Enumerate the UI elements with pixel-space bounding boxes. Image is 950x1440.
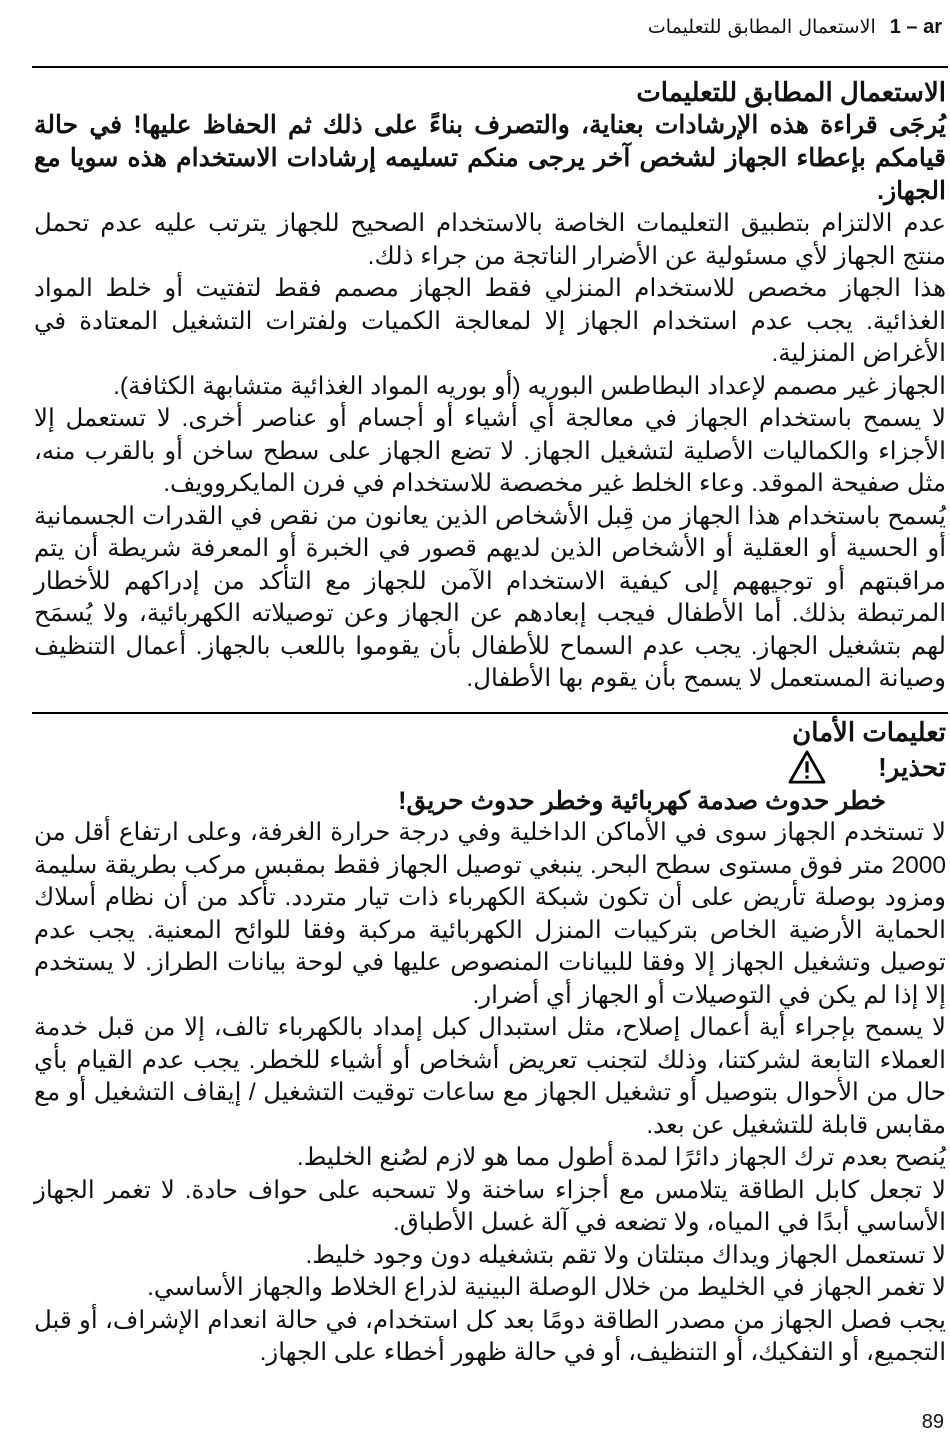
paragraph: لا تستخدم الجهاز سوى في الأماكن الداخلية وفي درجة حرارة الغرفة، وعلى ارتفاع أقل من 2000 متر فوق مستوى سطح البحر. ينبغي توصيل الجهاز فقط بمقبس مركب بطريقة سليمة ومزود بوصلة تأريض على أن تكون شبكة الكهرباء ذات تيار متردد. تأكد من أن نظام أسلاك الحماية الأرضية الخاص بتركيبات المنزل الكهربائية مركبة وفقا للوائح المعنية. يجب عدم توصيل وتشغيل الجهاز إلا وفقا للبيانات المنصوص عليها في لوحة بيانات الطراز. لا يستخدم إلا إذا لم يكن في التوصيلات أو الجهاز أي أضرار.	[34, 819, 946, 1009]
warning-row	[34, 749, 946, 785]
page-label: 1 – ar	[889, 15, 942, 38]
paragraph: يُسمح باستخدام هذا الجهاز من قِبل الأشخاص الذين يعانون من نقص في القدرات الجسمانية أو الحسية أو العقلية أو الأشخاص الذين لديهم قصور في الخبرة أو المعرفة شريطة أن يتم مراقبتهم أو توجيههم إلى كيفية الاستخدام الآمن للجهاز مع التأكد من إدراكهم للأخطار المرتبطة بذلك. أما الأطفال فيجب إبعادهم عن الجهاز وعن توصيلاته الكهربائية، ولا يُسمَح لهم بتشغيل الجهاز. يجب عدم السماح للأطفال بأن يقوموا باللعب بالجهاز. أعمال التنظيف وصيانة المستعمل لا يسمح بأن يقوم بها الأطفال.	[34, 502, 946, 692]
paragraph: يجب فصل الجهاز من مصدر الطاقة دومًا بعد كل استخدام، في حالة انعدام الإشراف، أو قبل التجميع، أو التفكيك، أو التنظيف، أو في حالة ظهور أخطاء على الجهاز.	[34, 1306, 946, 1366]
section-heading: تعليمات الأمان	[792, 717, 946, 747]
paragraph: لا يسمح بإجراء أية أعمال إصلاح، مثل استبدال كبل إمداد بالكهرباء تالف، إلا من قبل خدمة العملاء التابعة لشركتنا، وذلك لتجنب تعريض أشخاص أو أشياء للخطر. يجب عدم القيام بأي حال من الأحوال بتوصيل أو تشغيل الجهاز مع ساعات توقيت التشغيل / إيقاف التشغيل أو مع مقابس قابلة للتشغيل عن بعد.	[34, 1014, 946, 1139]
header-divider	[32, 66, 948, 68]
section-heading: الاستعمال المطابق للتعليمات	[636, 77, 946, 107]
paragraph: هذا الجهاز مخصص للاستخدام المنزلي فقط الجهاز مصمم فقط لتفتيت أو خلط المواد الغذائية. يجب عدم استخدام الجهاز إلا لمعالجة الكميات ولفترات التشغيل المعتادة في الأغراض المنزلية.	[34, 275, 946, 367]
paragraph: لا تستعمل الجهاز ويداك مبتلتان ولا تقم بتشغيله دون وجود خليط.	[305, 1241, 946, 1269]
running-title: الاستعمال المطابق للتعليمات	[647, 16, 876, 38]
paragraph: لا تغمر الجهاز في الخليط من خلال الوصلة البينية لذراع الخلاط والجهاز الأساسي.	[147, 1274, 946, 1301]
page-number: 89	[921, 1411, 944, 1433]
paragraph: لا يسمح باستخدام الجهاز في معالجة أي أشياء أو أجسام أو عناصر أخرى. لا تستعمل إلا الأجزاء والكماليات الأصلية لتشغيل الجهاز. لا تضع الجهاز على سطح ساخن أو بالقرب منه، مثل صفيحة الموقد. وعاء الخلط غير مخصصة للاستخدام في فرن المايكروويف.	[34, 405, 946, 497]
warning-triangle-icon	[788, 750, 826, 784]
paragraph: يُنصح بعدم ترك الجهاز دائرًا لمدة أطول مما هو لازم لصُنع الخليط.	[296, 1144, 946, 1171]
section-safety	[34, 716, 946, 1370]
intro-bold-text: يُرجَى قراءة هذه الإرشادات بعناية، والتصرف بناءً على ذلك ثم الحفاظ عليها! في حالة قيامكم بإعطاء الجهاز لشخص آخر يرجى منكم تسليمه إرشادات الاستخدام هذه سويا مع الجهاز.	[34, 111, 946, 205]
paragraph: عدم الالتزام بتطبيق التعليمات الخاصة بالاستخدام الصحيح للجهاز يترتب عليه عدم تحمل منتج الجهاز لأي مسئولية عن الأضرار الناتجة من جراء ذلك.	[34, 210, 946, 270]
section-divider	[32, 712, 948, 714]
warning-label: تحذير!	[878, 751, 946, 782]
paragraph: لا تجعل كابل الطاقة يتلامس مع أجزاء ساخنة ولا تسحبه على حواف حادة. لا تغمر الجهاز الأساسي أبدًا في المياه، ولا تضعه في آلة غسل الأطباق.	[34, 1176, 946, 1236]
warning-subheading: خطر حدوث صدمة كهربائية وخطر حدوث حريق!	[398, 787, 886, 815]
paragraph: الجهاز غير مصمم لإعداد البطاطس البوريه (أو بوريه المواد الغذائية متشابهة الكثافة).	[113, 372, 946, 400]
running-header	[32, 10, 942, 44]
section-intended-use	[34, 76, 946, 696]
